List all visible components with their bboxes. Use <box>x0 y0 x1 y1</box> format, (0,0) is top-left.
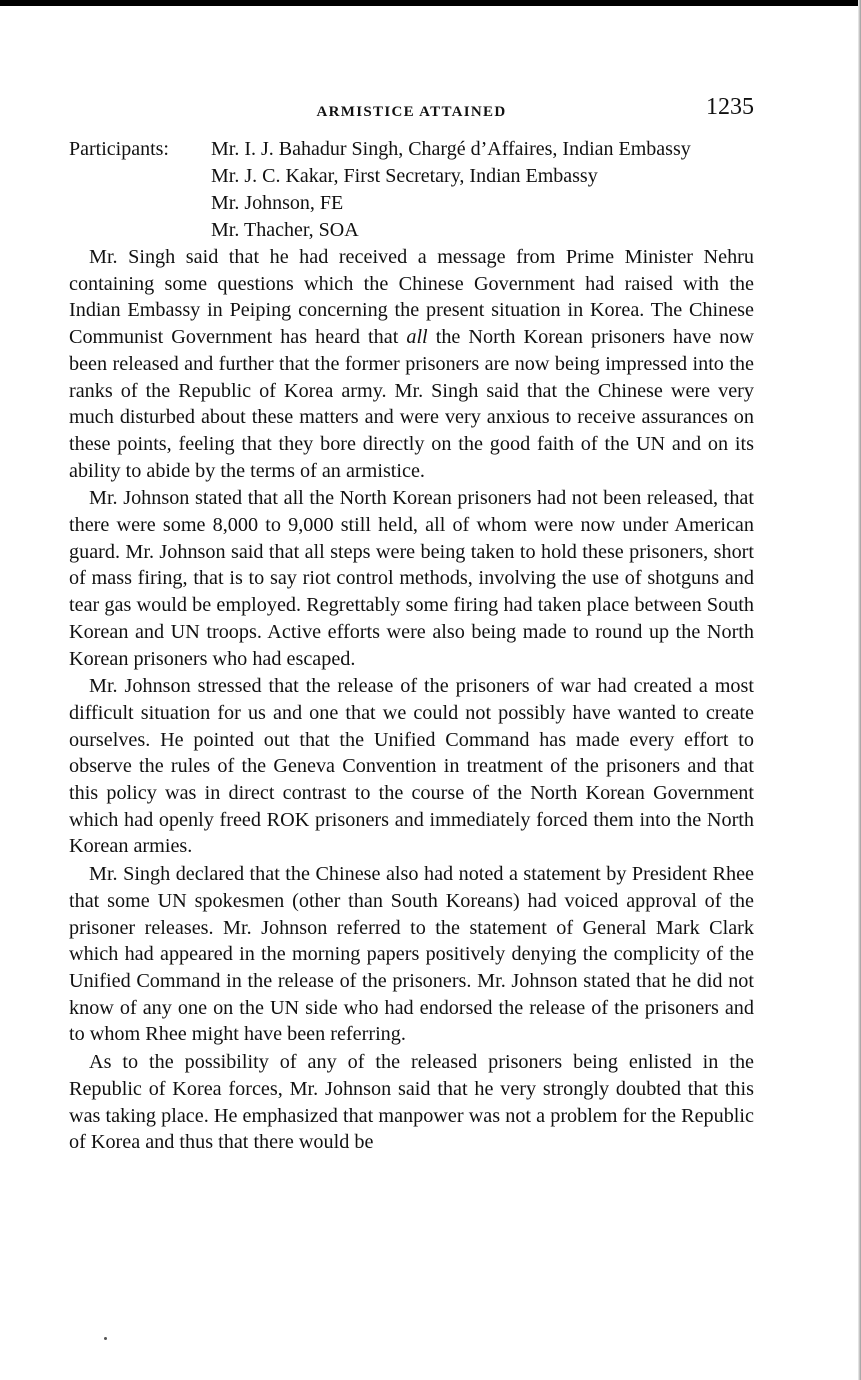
paragraph-johnson-prisoners: Mr. Johnson stated that all the North Korean prisoners had not been released, that there were some 8,000 to 9,000 still held, all of whom were now under American guard. Mr. Johnson said that all steps were being taken to hold these prisoners, short of mass firing, that is to say riot control methods, involving the use of shotguns and tear gas would be employed. Regrettably some firing had taken place between South Korean and UN troops. Active efforts were also being made to round up the North Korean prisoners who had escaped. <box>69 487 754 670</box>
document-page <box>69 94 754 1156</box>
emphasized-word: all <box>406 326 428 349</box>
participants-list <box>211 136 754 244</box>
memo-body <box>69 244 754 1156</box>
paragraph-rok-enlistment: As to the possibility of any of the released prisoners being enlisted in the Republic of Korea forces, Mr. Johnson said that he very strongly doubted that this was taking place. He emphasized that manpower was not a problem for the Republic of Korea and thus that there would be <box>69 1051 754 1154</box>
running-header <box>69 94 754 130</box>
scan-speck <box>104 1337 107 1340</box>
running-title: ARMISTICE ATTAINED <box>316 104 507 120</box>
participant-item: Mr. I. J. Bahadur Singh, Chargé d’Affaires, Indian Embassy <box>211 138 691 160</box>
participant-item: Mr. J. C. Kakar, First Secretary, Indian Embassy <box>211 165 598 187</box>
page-number: 1235 <box>706 94 754 120</box>
participants-label: Participants: <box>69 138 169 160</box>
paragraph-singh-message <box>69 244 754 484</box>
paragraph-singh-rhee: Mr. Singh declared that the Chinese also had noted a statement by President Rhee that some UN spokesmen (other than South Koreans) had voiced approval of the prisoner releases. Mr. Johnson referred to the statement of General Mark Clark which had appeared in the morning papers positively denying the complicity of the Unified Command in the release of the prisoners. Mr. Johnson stated that he did not know of any one on the UN side who had endorsed the release of the prisoners and to whom Rhee might have been referring. <box>69 863 754 1046</box>
top-scan-edge <box>0 0 861 6</box>
paragraph-johnson-release: Mr. Johnson stressed that the release of the prisoners of war had created a most difficult situation for us and one that we could not possibly have wanted to create ourselves. He pointed out that the Unified Command has made every effort to observe the rules of the Geneva Convention in treatment of the prisoners and that this policy was in direct contrast to the course of the North Korean Government which had openly freed ROK prisoners and immediately forced them into the North Korean armies. <box>69 675 754 858</box>
participant-item: Mr. Johnson, FE <box>211 192 344 214</box>
participants-block <box>69 136 754 244</box>
paragraph-text: Mr. Singh said that he had received a message from Prime Minister Nehru containing some questions which the Chinese Government had raised with the Indian Embassy in Peiping concerning the present situation in Korea. The Chinese Communist Government has heard that <box>69 246 754 349</box>
participant-item: Mr. Thacher, SOA <box>211 219 359 241</box>
paragraph-text: the North Korean prisoners have now been released and further that the former prisoners are now being impressed into the ranks of the Republic of Korea army. Mr. Singh said that the Chinese were very much disturbed about these matters and were very anxious to receive assurances on these points, feeling that they bore directly on the good faith of the UN and on its ability to abide by the terms of an armistice. <box>69 326 754 482</box>
